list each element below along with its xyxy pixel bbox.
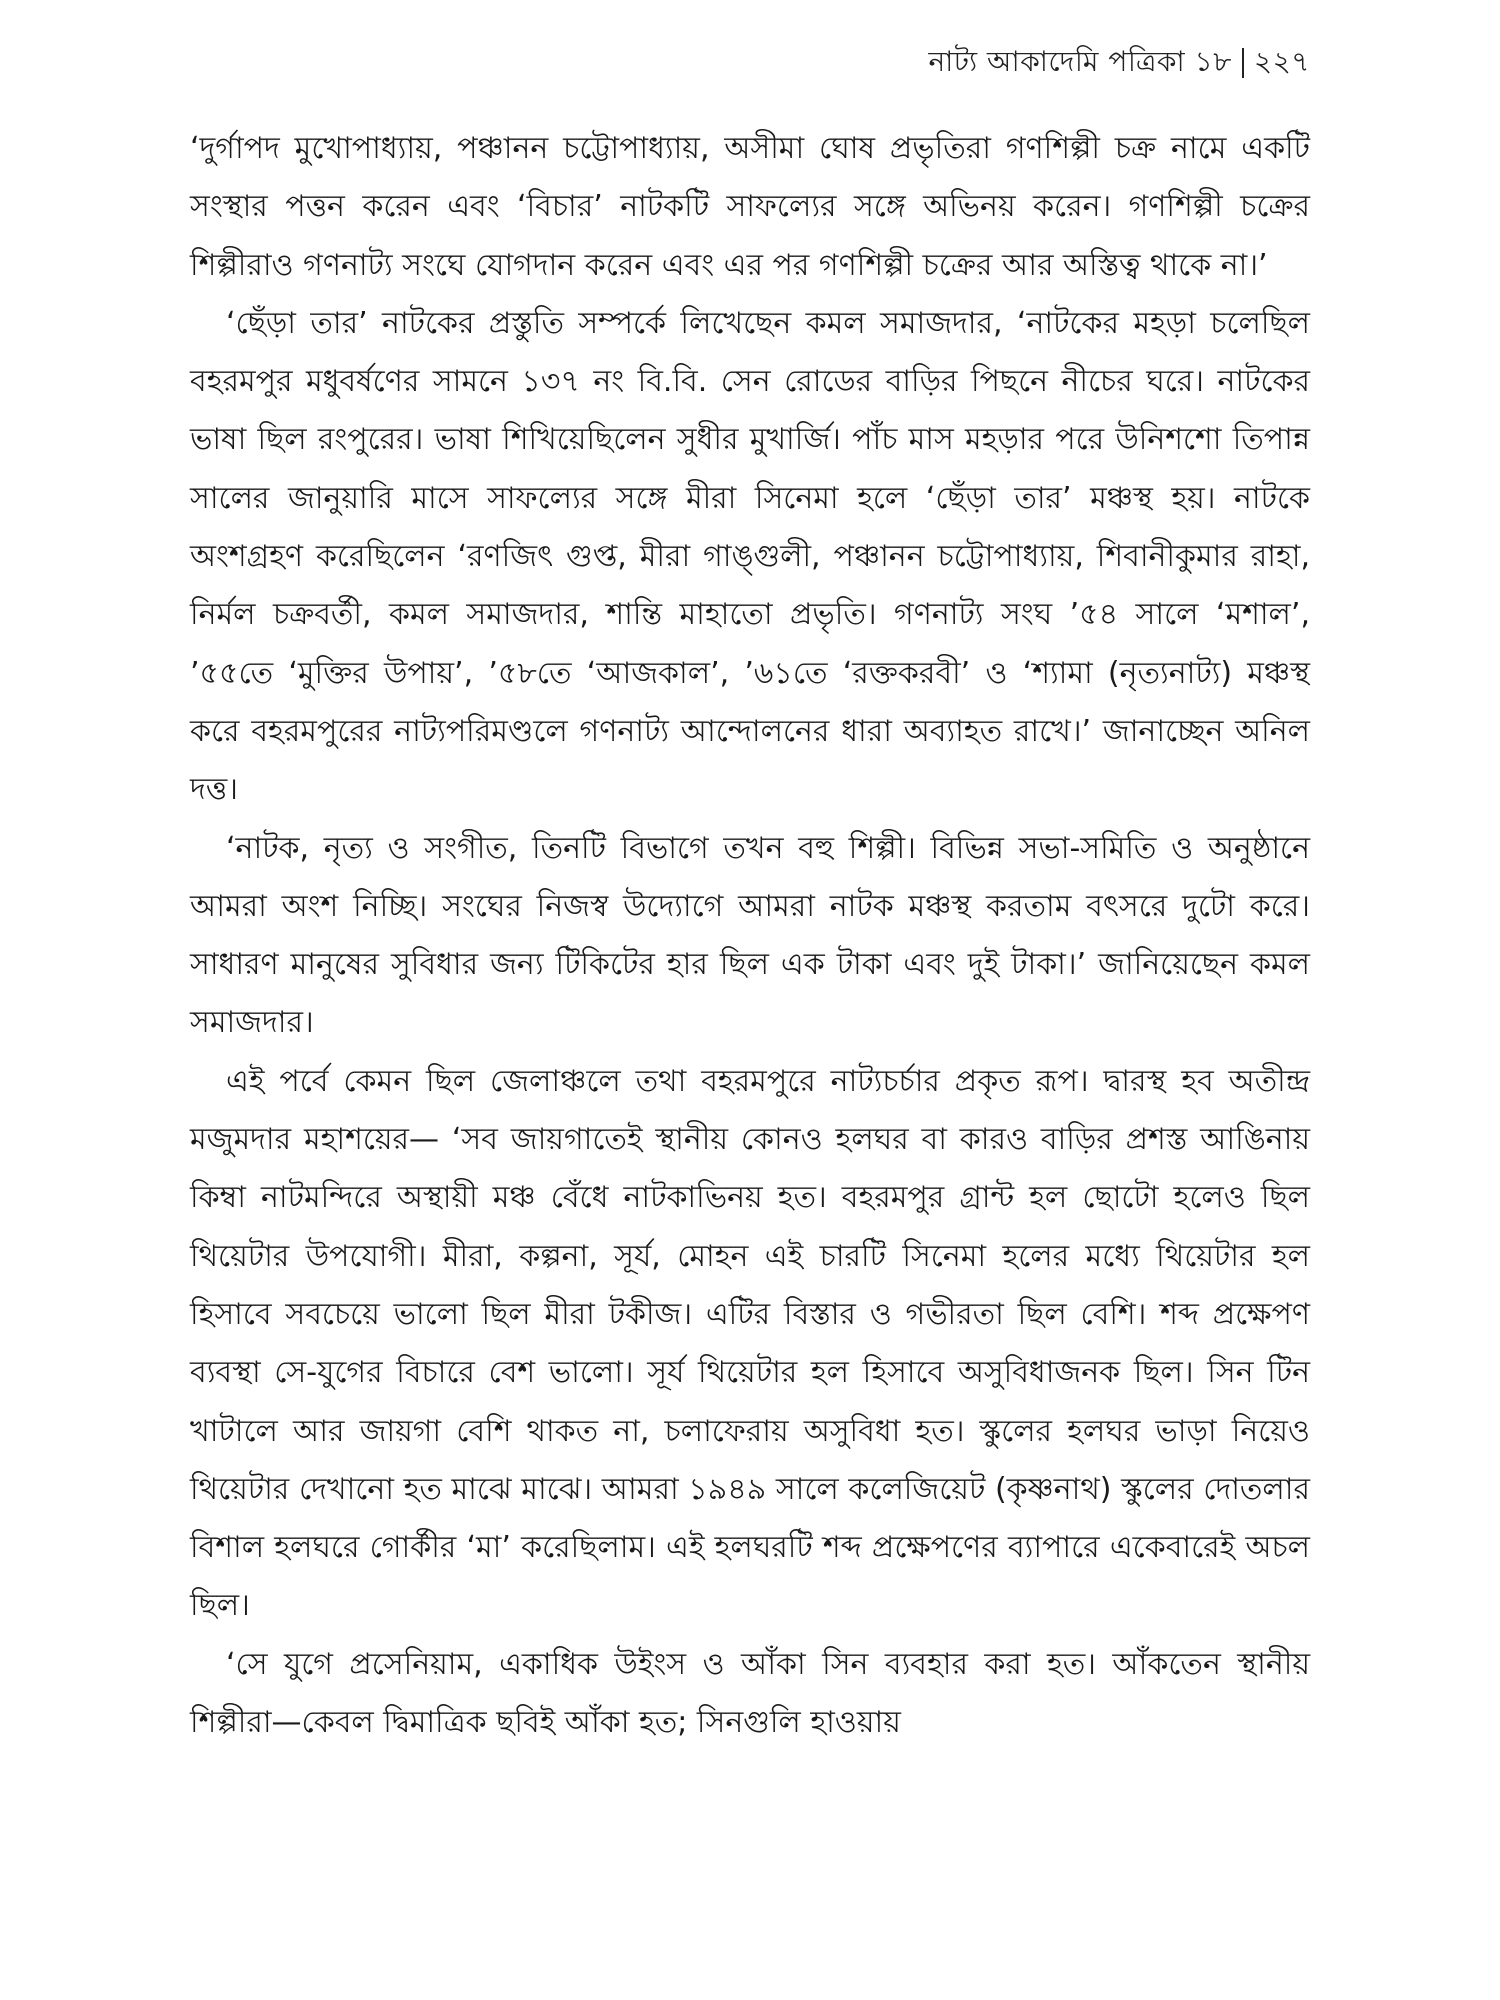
journal-title: নাট্য আকাদেমি পত্রিকা ১৮	[928, 45, 1232, 78]
body-text	[190, 120, 1310, 1752]
paragraph: ‘সে যুগে প্রসেনিয়াম, একাধিক উইংস ও আঁকা সিন ব্যবহার করা হত। আঁকতেন স্থানীয় শিল্পীরা—কেবল দ্বিমাত্রিক ছবিই আঁকা হত; সিনগুলি হাওয়ায়	[190, 1646, 1310, 1741]
running-head	[928, 40, 1310, 87]
paragraph: ‘নাটক, নৃত্য ও সংগীত, তিনটি বিভাগে তখন বহু শিল্পী। বিভিন্ন সভা-সমিতি ও অনুষ্ঠানে আমরা অংশ নিচ্ছি। সংঘের নিজস্ব উদ্যোগে আমরা নাটক মঞ্চস্থ করতাম বৎসরে দুটো করে। সাধারণ মানুষের সুবিধার জন্য টিকিটের হার ছিল এক টাকা এবং দুই টাকা।’ জানিয়েছেন কমল সমাজদার।	[190, 830, 1310, 1041]
paragraph: এই পর্বে কেমন ছিল জেলাঞ্চলে তথা বহরমপুরে নাট্যচর্চার প্রকৃত রূপ। দ্বারস্থ হব অতীন্দ্র মজুমদার মহাশয়ের— ‘সব জায়গাতেই স্থানীয় কোনও হলঘর বা কারও বাড়ির প্রশস্ত আঙিনায় কিম্বা নাটমন্দিরে অস্থায়ী মঞ্চ বেঁধে নাটকাভিনয় হত। বহরমপুর গ্রান্ট হল ছোটো হলেও ছিল থিয়েটার উপযোগী। মীরা, কল্পনা, সূর্য, মোহন এই চারটি সিনেমা হলের মধ্যে থিয়েটার হল হিসাবে সবচেয়ে ভালো ছিল মীরা টকীজ। এটির বিস্তার ও গভীরতা ছিল বেশি। শব্দ প্রক্ষেপণ ব্যবস্থা সে-যুগের বিচারে বেশ ভালো। সূর্য থিয়েটার হল হিসাবে অসুবিধাজনক ছিল। সিন টিন খাটালে আর জায়গা বেশি থাকত না, চলাফেরায় অসুবিধা হত। স্কুলের হলঘর ভাড়া নিয়েও থিয়েটার দেখানো হত মাঝে মাঝে। আমরা ১৯৪৯ সালে কলেজিয়েট (কৃষ্ণনাথ) স্কুলের দোতলার বিশাল হলঘরে গোর্কীর ‘মা’ করেছিলাম। এই হলঘরটি শব্দ প্রক্ষেপণের ব্যাপারে একেবারেই অচল ছিল।	[190, 1063, 1310, 1624]
page-number: ২২৭	[1253, 45, 1310, 78]
paragraph: ‘দুর্গাপদ মুখোপাধ্যায়, পঞ্চানন চট্টোপাধ্যায়, অসীমা ঘোষ প্রভৃতিরা গণশিল্পী চক্র নামে একটি সংস্থার পত্তন করেন এবং ‘বিচার’ নাটকটি সাফল্যের সঙ্গে অভিনয় করেন। গণশিল্পী চক্রের শিল্পীরাও গণনাট্য সংঘে যোগদান করেন এবং এর পর গণশিল্পী চক্রের আর অস্তিত্ব থাকে না।’	[190, 131, 1310, 283]
paragraph: ‘ছেঁড়া তার’ নাটকের প্রস্তুতি সম্পর্কে লিখেছেন কমল সমাজদার, ‘নাটকের মহড়া চলেছিল বহরমপুর মধুবর্ষণের সামনে ১৩৭ নং বি.বি. সেন রোডের বাড়ির পিছনে নীচের ঘরে। নাটকের ভাষা ছিল রংপুরের। ভাষা শিখিয়েছিলেন সুধীর মুখার্জি। পাঁচ মাস মহড়ার পরে উনিশশো তিপান্ন সালের জানুয়ারি মাসে সাফল্যের সঙ্গে মীরা সিনেমা হলে ‘ছেঁড়া তার’ মঞ্চস্থ হয়। নাটকে অংশগ্রহণ করেছিলেন ‘রণজিৎ গুপ্ত, মীরা গাঙ্গুলী, পঞ্চানন চট্টোপাধ্যায়, শিবানীকুমার রাহা, নির্মল চক্রবর্তী, কমল সমাজদার, শান্তি মাহাতো প্রভৃতি। গণনাট্য সংঘ ’৫৪ সালে ‘মশাল’, ’৫৫তে ‘মুক্তির উপায়’, ’৫৮তে ‘আজকাল’, ’৬১তে ‘রক্তকরবী’ ও ‘শ্যামা (নৃত্যনাট্য) মঞ্চস্থ করে বহরমপুরের নাট্যপরিমণ্ডলে গণনাট্য আন্দোলনের ধারা অব্যাহত রাখে।’ জানাচ্ছেন অনিল দত্ত।	[190, 305, 1310, 808]
header-divider	[1242, 48, 1244, 78]
